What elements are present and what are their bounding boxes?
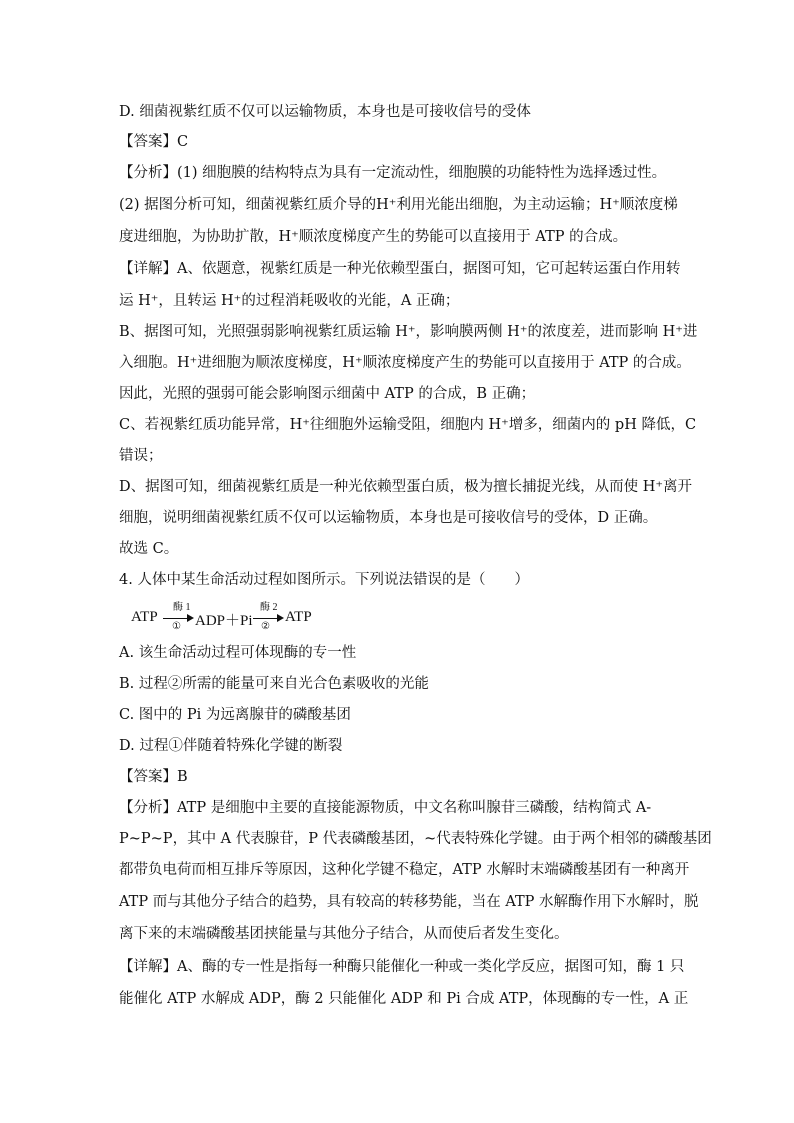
analysis-line: 离下来的末端磷酸基团挟能量与其他分子结合，从而使后者发生变化。 — [119, 926, 569, 942]
answer-line: 【答案】B — [119, 769, 188, 785]
arrow-2-head — [277, 614, 284, 622]
option-a: A. 该生命活动过程可体现酶的专一性 — [119, 645, 357, 661]
explanation-line: 运 H⁺，且转运 H⁺的过程消耗吸收的光能，A 正确； — [119, 293, 460, 309]
explanation-line: 【详解】A、酶的专一性是指每一种酶只能催化一种或一类化学反应，据图可知，酶 1 只 — [119, 959, 685, 975]
analysis-line: P~P~P，其中 A 代表腺苷，P 代表磷酸基团，~代表特殊化学键。由于两个相邻的磷酸基团 — [119, 831, 712, 847]
analysis-line: ATP 而与其他分子结合的趋势，具有较高的转移势能，当在 ATP 水解酶作用下水解时，脱 — [119, 894, 699, 910]
step-1-label: ① — [172, 621, 181, 632]
step-2-label: ② — [261, 621, 270, 632]
equation-left: ATP — [131, 609, 158, 625]
explanation-line: 错误； — [119, 448, 163, 464]
option-d-line: D. 细菌视紫红质不仅可以运输物质，本身也是可接收信号的受体 — [119, 104, 531, 120]
analysis-line: (2) 据图分析可知，细菌视紫红质介导的H⁺利用光能出细胞，为主动运输；H⁺顺浓度梯 — [119, 197, 678, 213]
analysis-line: 【分析】(1) 细胞膜的结构特点为具有一定流动性，细胞膜的功能特性为选择透过性。 — [119, 165, 667, 181]
reaction-equation — [119, 600, 339, 632]
option-b: B. 过程②所需的能量可来自光合色素吸收的光能 — [119, 676, 429, 692]
enzyme-2-label: 酶 2 — [260, 602, 278, 613]
arrow-1 — [163, 618, 189, 619]
explanation-line: C、若视紫红质功能异常，H⁺往细胞外运输受阻，细胞内 H⁺增多，细菌内的 pH 降低，C — [119, 417, 697, 433]
question-4-stem: 4. 人体中某生命活动过程如图所示。下列说法错误的是（ ） — [119, 572, 529, 588]
explanation-line: 【详解】A、依题意，视紫红质是一种光依赖型蛋白，据图可知，它可起转运蛋白作用转 — [119, 261, 681, 277]
arrow-1-head — [187, 614, 194, 622]
equation-right: ATP — [285, 609, 312, 625]
enzyme-1-label: 酶 1 — [173, 602, 191, 613]
option-d: D. 过程①伴随着特殊化学键的断裂 — [119, 738, 343, 754]
explanation-line: D、据图可知，细菌视紫红质是一种光依赖型蛋白质，极为擅长捕捉光线，从而使 H⁺离开 — [119, 479, 693, 495]
option-c: C. 图中的 Pi 为远离腺苷的磷酸基团 — [119, 707, 351, 723]
explanation-line: 细胞，说明细菌视紫红质不仅可以运输物质，本身也是可接收信号的受体，D 正确。 — [119, 510, 658, 526]
analysis-line: 【分析】ATP 是细胞中主要的直接能源物质，中文名称叫腺苷三磷酸，结构简式 A- — [119, 800, 652, 816]
answer-line: 【答案】C — [119, 134, 189, 150]
equation-middle: ADP＋Pi — [195, 613, 253, 629]
explanation-line: 入细胞。H⁺进细胞为顺浓度梯度，H⁺顺浓度梯度产生的势能可以直接用于 ATP 的合成。 — [119, 355, 691, 371]
arrow-2 — [253, 618, 279, 619]
analysis-line: 都带负电荷而相互排斥等原因，这种化学键不稳定，ATP 水解时末端磷酸基团有一种离开 — [119, 862, 690, 878]
explanation-line: 能催化 ATP 水解成 ADP，酶 2 只能催化 ADP 和 Pi 合成 ATP，体现酶的专一性，A 正 — [119, 991, 689, 1007]
analysis-line: 度进细胞，为协助扩散，H⁺顺浓度梯度产生的势能可以直接用于 ATP 的合成。 — [119, 229, 628, 245]
explanation-line: B、据图可知，光照强弱影响视紫红质运输 H⁺，影响膜两侧 H⁺的浓度差，进而影响 H⁺进 — [119, 324, 698, 340]
explanation-line: 因此，光照的强弱可能会影响图示细菌中 ATP 的合成，B 正确； — [119, 386, 536, 402]
conclusion-line: 故选 C。 — [119, 541, 179, 557]
